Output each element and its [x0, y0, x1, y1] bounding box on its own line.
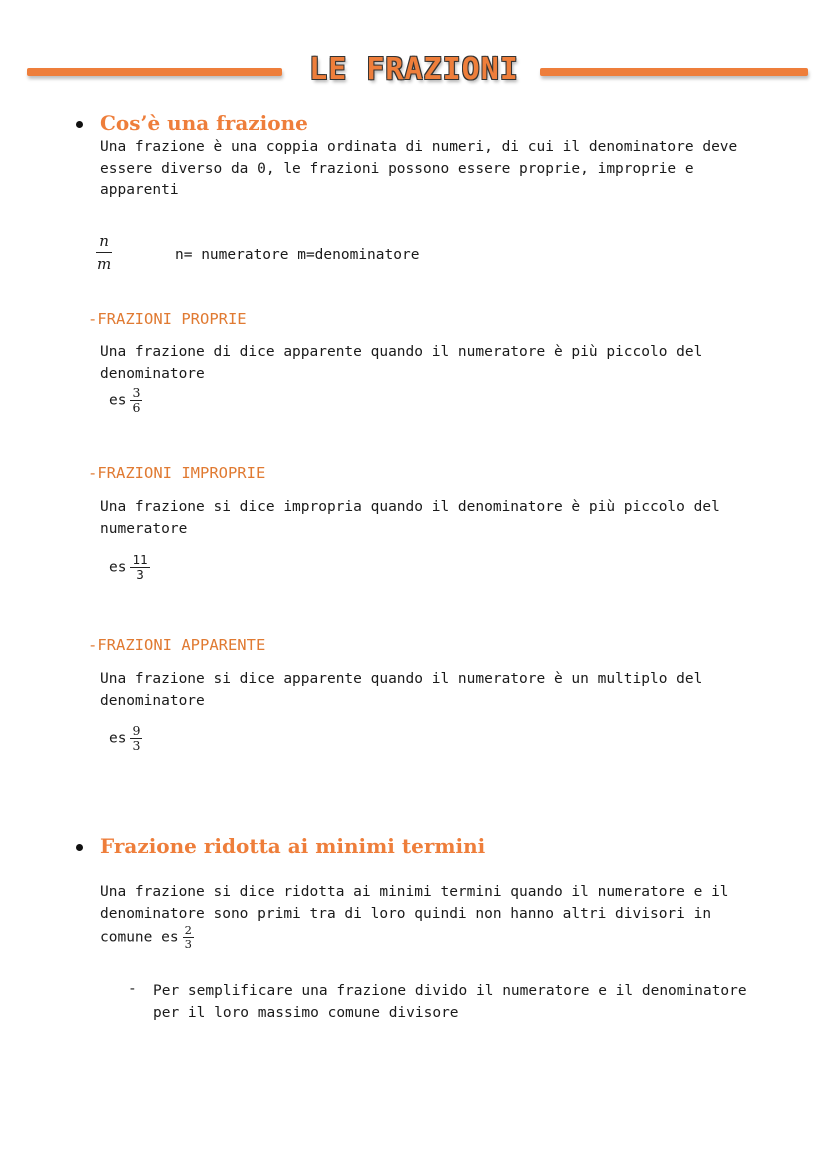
list-item-semplificare: Per semplificare una frazione divido il numeratore e il denominatore per il loro massimo comune divisore — [153, 983, 747, 1021]
example-label: es — [109, 730, 127, 747]
fraction-denominator: 3 — [184, 937, 192, 951]
minimi-termini-text: Una frazione si dice ridotta ai minimi termini quando il numeratore e il denominatore sono primi tra di loro quindi non hanno altri divisori in — [100, 884, 729, 922]
bullet-icon — [76, 844, 83, 851]
fraction-numerator: 2 — [184, 923, 192, 937]
improprie-example — [109, 553, 150, 582]
fraction-legend: n= numeratore m=denominatore — [175, 247, 420, 263]
example-label: comune es — [100, 929, 179, 946]
fraction-denominator: 3 — [132, 738, 141, 753]
bullet-icon — [76, 121, 83, 128]
intro-paragraph: Una frazione è una coppia ordinata di numeri, di cui il denominatore deve essere diverso da 0, le frazioni possono essere proprie, improprie e apparenti — [100, 139, 738, 198]
fraction-numerator: 11 — [132, 552, 148, 567]
list-dash: - — [128, 981, 137, 997]
example-label: es — [109, 392, 127, 409]
fraction-numerator: 9 — [132, 723, 141, 738]
example-fraction — [130, 724, 142, 753]
subheading-improprie: -FRAZIONI IMPROPRIE — [88, 464, 266, 482]
fraction-denominator: m — [97, 255, 112, 273]
proprie-example — [109, 386, 142, 415]
example-fraction — [183, 924, 194, 951]
generic-fraction — [94, 232, 114, 273]
fraction-numerator: n — [96, 232, 112, 253]
section-heading-minimi-termini: Frazione ridotta ai minimi termini — [100, 834, 486, 858]
page-title — [0, 52, 828, 87]
example-label: es — [109, 559, 127, 576]
improprie-text: Una frazione si dice impropria quando il denominatore è più piccolo del numeratore — [100, 499, 720, 537]
proprie-text: Una frazione di dice apparente quando il numeratore è più piccolo del denominatore — [100, 344, 703, 382]
apparente-example — [109, 724, 142, 753]
fraction-denominator: 6 — [132, 400, 141, 415]
example-fraction — [130, 386, 142, 415]
subheading-proprie: -FRAZIONI PROPRIE — [88, 310, 247, 328]
page-title-text: LE FRAZIONI — [295, 52, 533, 87]
fraction-denominator: 3 — [136, 567, 144, 582]
subheading-apparente: -FRAZIONI APPARENTE — [88, 636, 266, 654]
minimi-termini-example — [100, 924, 194, 951]
fraction-numerator: 3 — [132, 385, 141, 400]
example-fraction — [130, 553, 149, 582]
apparente-text: Una frazione si dice apparente quando il numeratore è un multiplo del denominatore — [100, 671, 703, 709]
section-heading-what-is: Cos’è una frazione — [100, 111, 308, 135]
